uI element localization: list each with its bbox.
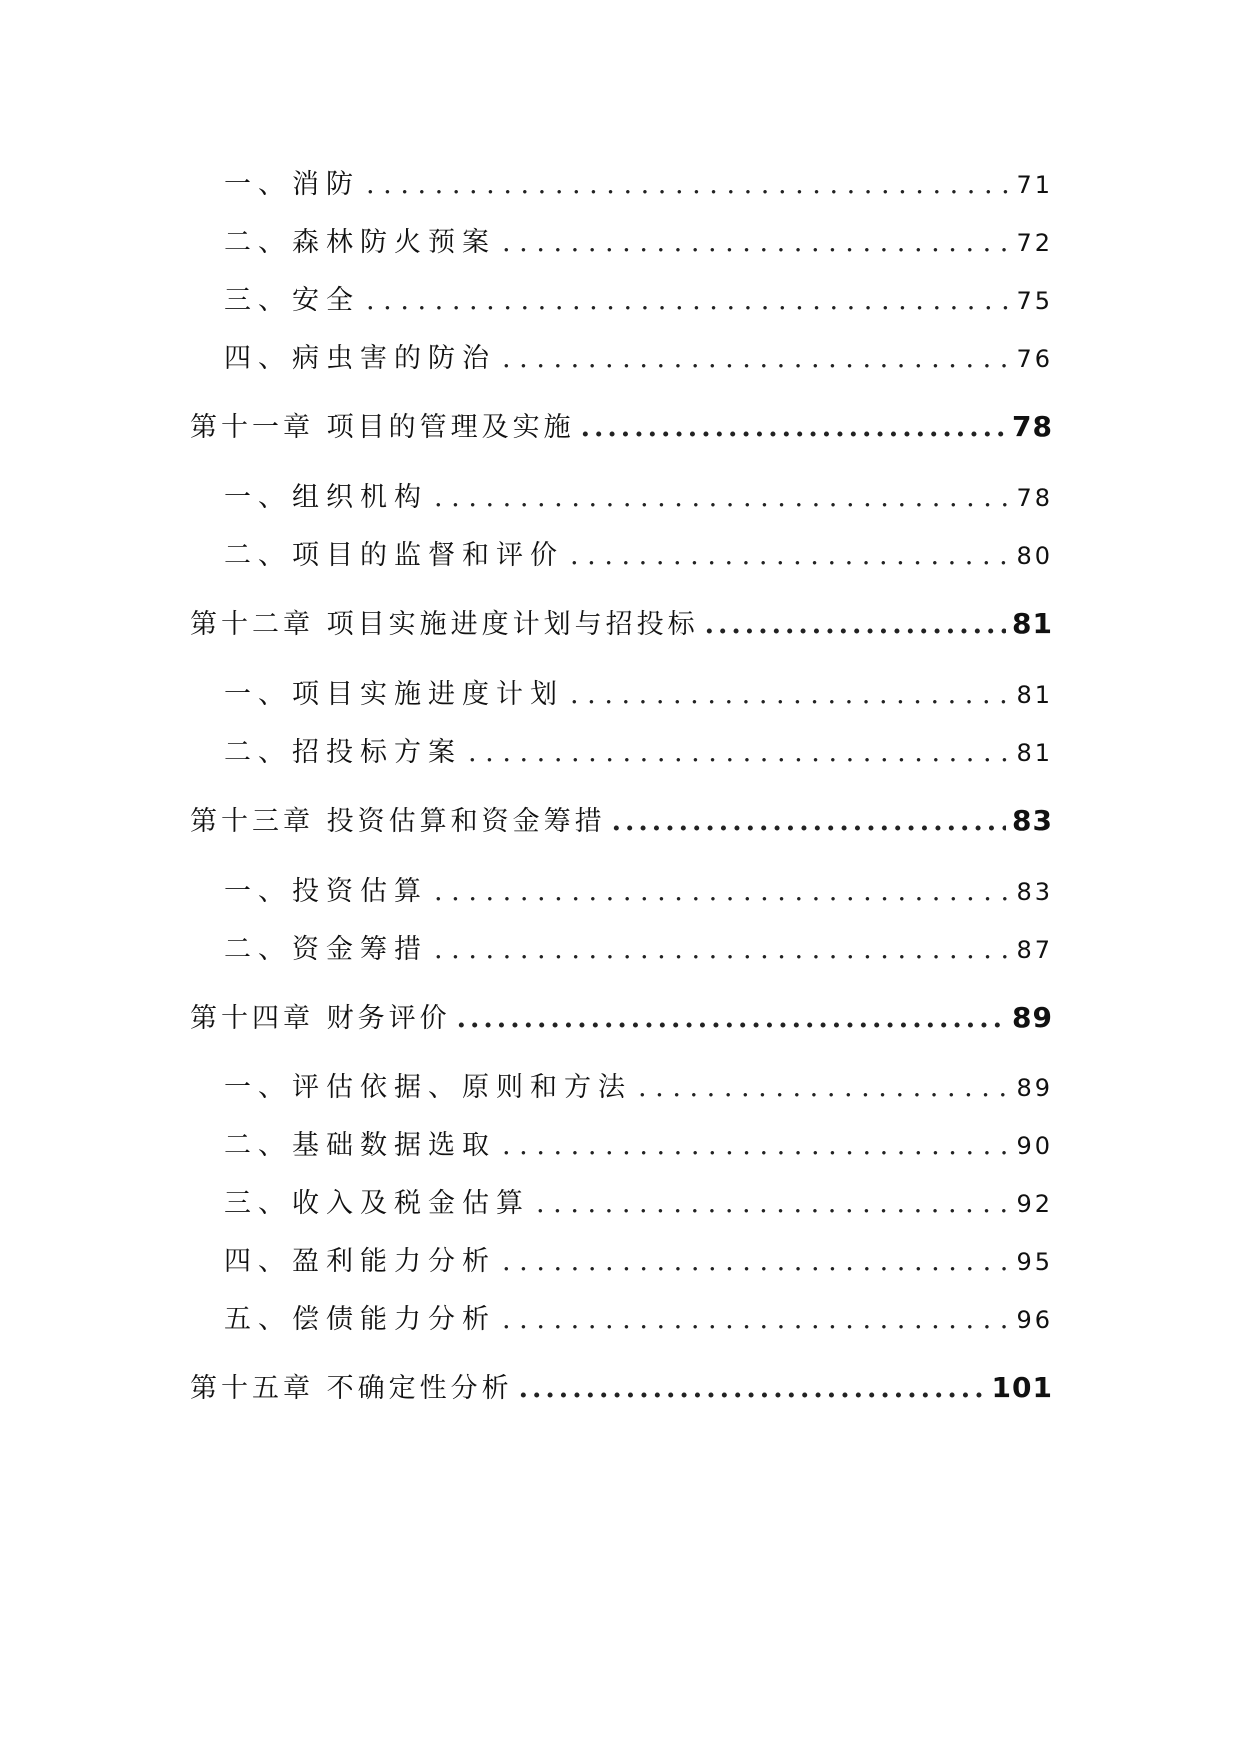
toc-entry-label: 三、安全 <box>224 285 360 316</box>
toc-page-number: 81 <box>1012 607 1053 640</box>
toc-chapter-title: 第十二章 项目实施进度计划与招投标 <box>190 609 699 640</box>
toc-entry[interactable] <box>224 475 1053 514</box>
toc-dot-leader <box>434 934 1010 965</box>
toc-chapter-title: 第十四章 财务评价 <box>190 1003 451 1034</box>
toc-entry[interactable] <box>224 927 1053 966</box>
toc-entry-label: 三、收入及税金估算 <box>224 1188 530 1219</box>
toc-entry[interactable] <box>224 1123 1053 1162</box>
toc-entry[interactable] <box>224 869 1053 908</box>
toc-dot-leader <box>519 1373 986 1404</box>
toc-chapter-entry[interactable] <box>190 1366 1053 1405</box>
toc-entry[interactable] <box>224 1239 1053 1278</box>
toc-entry[interactable] <box>224 336 1053 375</box>
toc-entry-label: 一、组织机构 <box>224 482 428 513</box>
toc-dot-leader <box>468 737 1010 768</box>
toc-dot-leader <box>502 1246 1010 1277</box>
toc-page-number: 71 <box>1016 171 1053 199</box>
toc-dot-leader <box>570 540 1010 571</box>
toc-entry[interactable] <box>224 1297 1053 1336</box>
toc-dot-leader <box>457 1003 1006 1034</box>
toc-chapter-entry[interactable] <box>190 799 1053 838</box>
toc-chapter-entry[interactable] <box>190 996 1053 1035</box>
toc-chapter-entry[interactable] <box>190 602 1053 641</box>
toc-dot-leader <box>536 1188 1010 1219</box>
toc-dot-leader <box>502 343 1010 374</box>
toc-entry-label: 一、项目实施进度计划 <box>224 679 564 710</box>
toc-entry-label: 一、评估依据、原则和方法 <box>224 1072 632 1103</box>
toc-chapter-entry[interactable] <box>190 405 1053 444</box>
toc-page-number: 92 <box>1016 1190 1053 1218</box>
toc-entry[interactable] <box>224 730 1053 769</box>
toc-page-number: 83 <box>1016 878 1053 906</box>
toc-page-number: 87 <box>1016 936 1053 964</box>
toc-page-number: 83 <box>1012 804 1053 837</box>
toc-entry-label: 一、消防 <box>224 169 360 200</box>
toc-entry[interactable] <box>224 533 1053 572</box>
toc-dot-leader <box>638 1072 1010 1103</box>
toc-dot-leader <box>366 285 1010 316</box>
toc-page-number: 75 <box>1016 287 1053 315</box>
toc-entry[interactable] <box>224 1065 1053 1104</box>
toc-entry[interactable] <box>224 162 1053 201</box>
toc-entry-label: 二、资金筹措 <box>224 934 428 965</box>
toc-page-number: 78 <box>1012 410 1053 443</box>
toc-entry-label: 二、招投标方案 <box>224 737 462 768</box>
toc-page-number: 80 <box>1016 542 1053 570</box>
toc-chapter-title: 第十一章 项目的管理及实施 <box>190 412 575 443</box>
toc-page-number: 81 <box>1016 681 1053 709</box>
toc-page-number: 95 <box>1016 1248 1053 1276</box>
toc-dot-leader <box>570 679 1010 710</box>
toc-entry-label: 二、项目的监督和评价 <box>224 540 564 571</box>
toc-dot-leader <box>502 1304 1010 1335</box>
toc-page-number: 101 <box>991 1371 1053 1404</box>
toc-entry[interactable] <box>224 278 1053 317</box>
toc-dot-leader <box>502 227 1010 258</box>
toc-dot-leader <box>581 412 1006 443</box>
toc-dot-leader <box>705 609 1006 640</box>
toc-page-number: 96 <box>1016 1306 1053 1334</box>
toc-chapter-title: 第十五章 不确定性分析 <box>190 1373 513 1404</box>
toc-page-number: 89 <box>1012 1001 1053 1034</box>
toc-page-number: 89 <box>1016 1074 1053 1102</box>
toc-dot-leader <box>434 876 1010 907</box>
toc-entry[interactable] <box>224 672 1053 711</box>
toc-entry-label: 二、森林防火预案 <box>224 227 496 258</box>
toc-page-number: 81 <box>1016 739 1053 767</box>
toc-entry[interactable] <box>224 220 1053 259</box>
toc-entry[interactable] <box>224 1181 1053 1220</box>
toc-entry-label: 五、偿债能力分析 <box>224 1304 496 1335</box>
toc-dot-leader <box>612 806 1006 837</box>
toc-dot-leader <box>434 482 1010 513</box>
toc-page-number: 76 <box>1016 345 1053 373</box>
toc-dot-leader <box>366 169 1010 200</box>
toc-entry-label: 一、投资估算 <box>224 876 428 907</box>
toc-page-number: 72 <box>1016 229 1053 257</box>
toc-entry-label: 二、基础数据选取 <box>224 1130 496 1161</box>
toc-page-number: 90 <box>1016 1132 1053 1160</box>
toc-page-number: 78 <box>1016 484 1053 512</box>
toc-entry-label: 四、病虫害的防治 <box>224 343 496 374</box>
toc-dot-leader <box>502 1130 1010 1161</box>
toc-chapter-title: 第十三章 投资估算和资金筹措 <box>190 806 606 837</box>
toc-entry-label: 四、盈利能力分析 <box>224 1246 496 1277</box>
